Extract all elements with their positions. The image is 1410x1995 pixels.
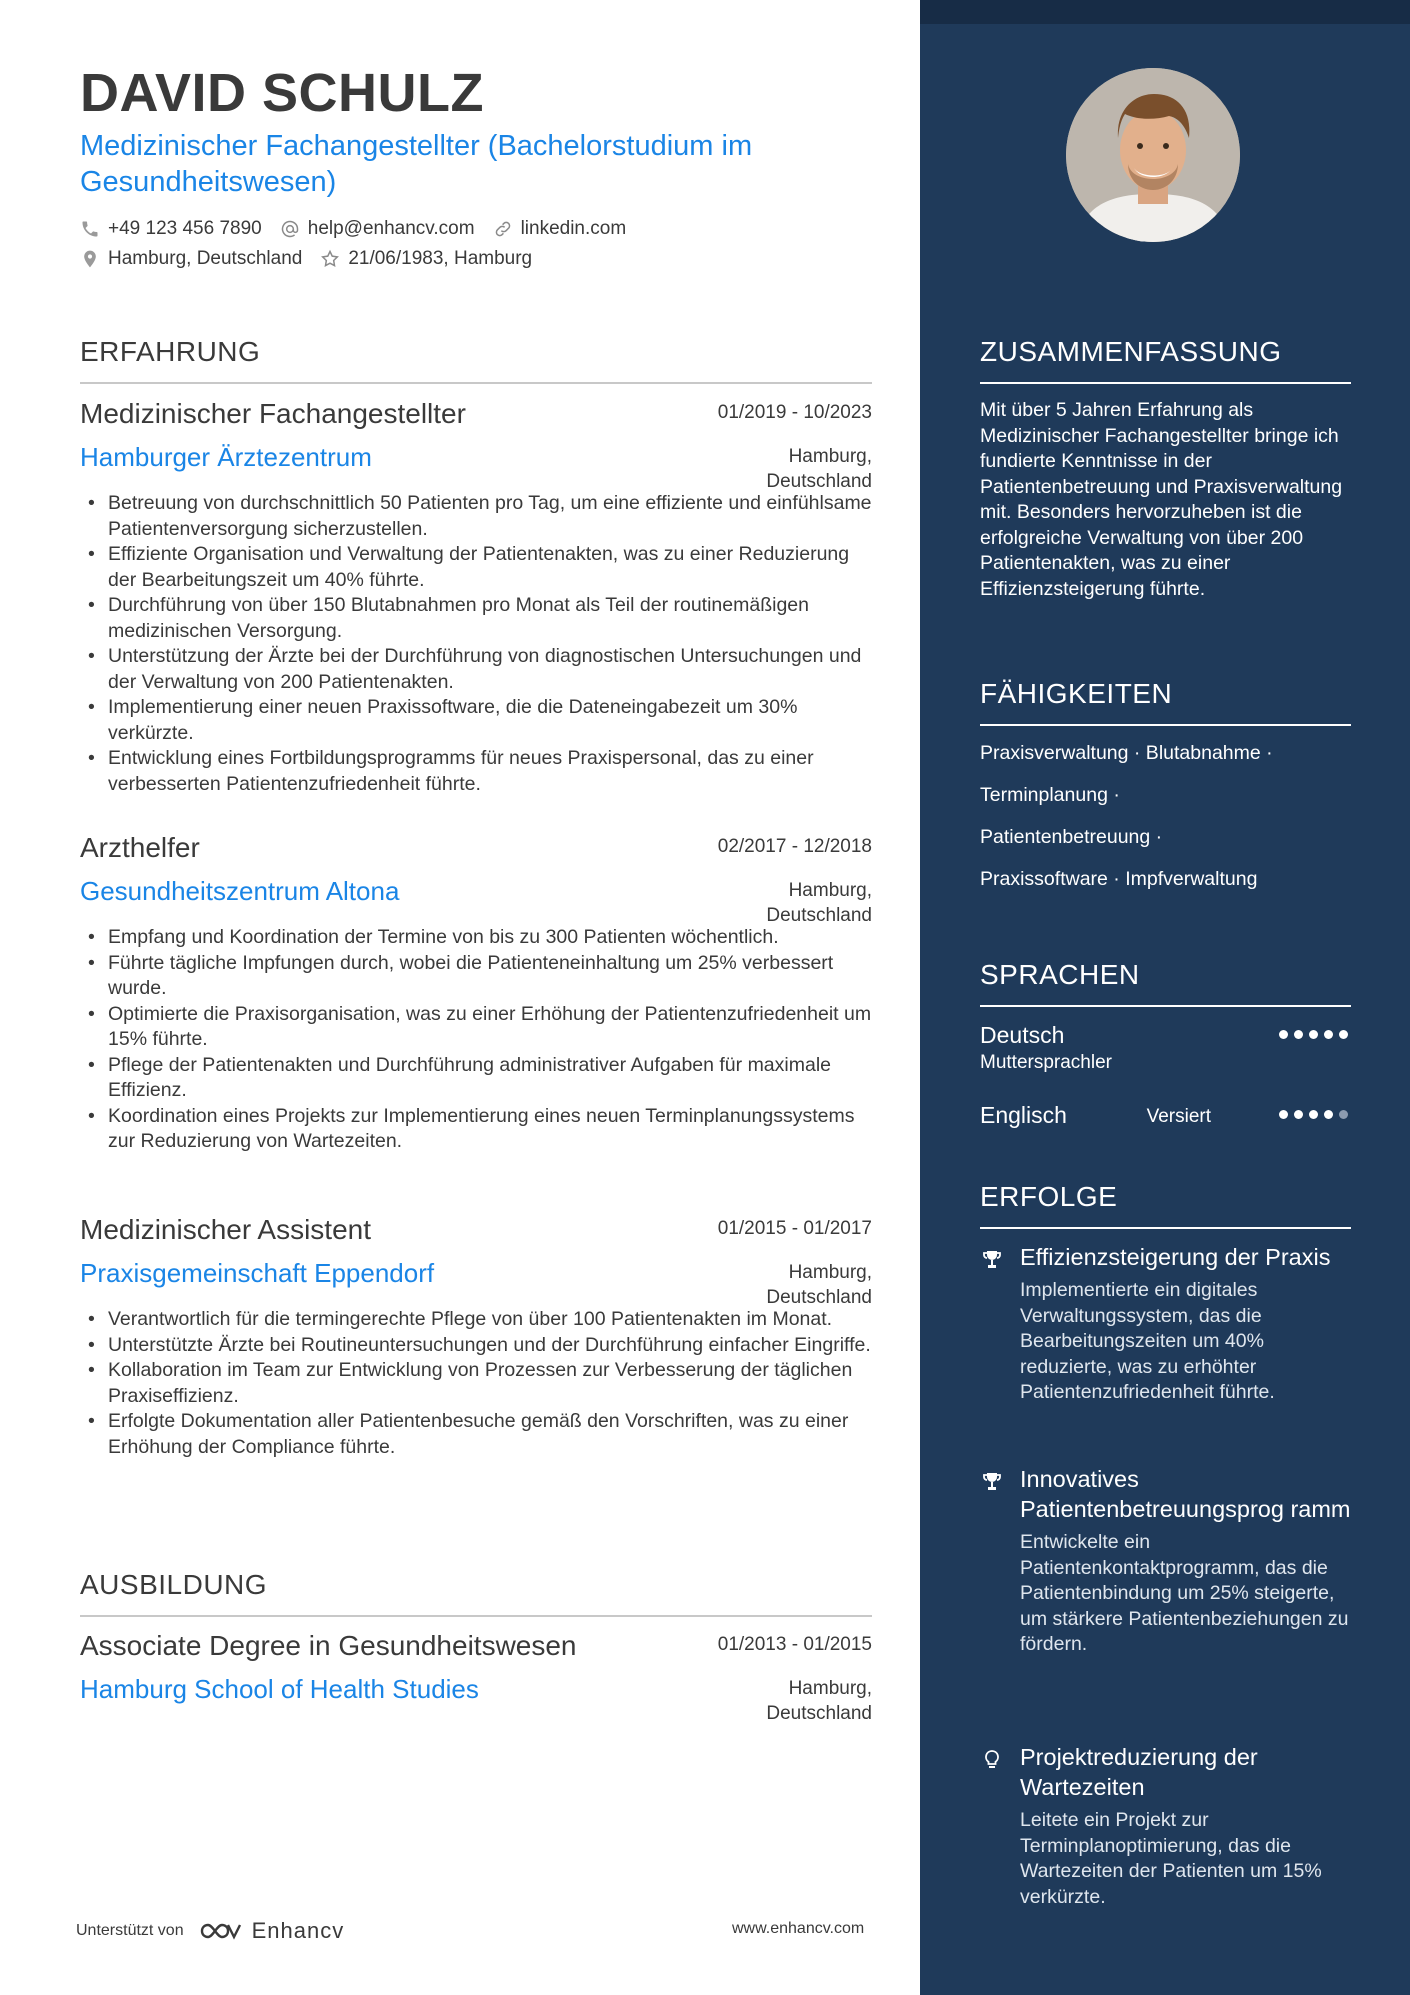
job-location-line: Deutschland	[766, 905, 872, 926]
sidebar-top-bar	[920, 0, 1410, 24]
rating-dot-filled	[1279, 1110, 1288, 1119]
skills-list	[980, 740, 1351, 908]
education-entry	[80, 1630, 872, 1724]
job-bullet: • Betreuung von durchschnittlich 50 Patienten pro Tag, um eine effiziente und einfühlsame Patientenversorgung sicherzustellen.	[80, 491, 872, 542]
education-location	[766, 1676, 872, 1726]
job-company[interactable]: Gesundheitszentrum Altona	[80, 876, 400, 906]
degree-title: Associate Degree in Gesundheitswesen	[80, 1630, 577, 1661]
job-location-line: Hamburg,	[788, 880, 872, 901]
job-dates: 01/2019 - 10/2023	[717, 402, 872, 423]
job-bullet: • Kollaboration im Team zur Entwicklung von Prozessen zur Verbesserung der täglichen Praxiseffizienz.	[80, 1358, 872, 1409]
language-level: Muttersprachler	[980, 1052, 1112, 1073]
at-icon	[280, 219, 300, 239]
job-location	[766, 878, 872, 928]
achievement-title: Innovatives Patientenbetreuungsprog ramm	[1020, 1466, 1351, 1522]
job-company[interactable]: Praxisgemeinschaft Eppendorf	[80, 1258, 435, 1288]
job-entry	[80, 1214, 872, 1460]
job-bullet: • Unterstützung der Ärzte bei der Durchführung von diagnostischen Untersuchungen und der Verwaltung von 200 Patientenakten.	[80, 644, 872, 695]
job-bullet: • Implementierung einer neuen Praxissoftware, die die Dateneingabezeit um 30% verkürzte.	[80, 695, 872, 746]
avatar	[1066, 68, 1240, 242]
job-bullet: • Erfolgte Dokumentation aller Patientenbesuche gemäß den Vorschriften, was zu einer Erhöhung der Compliance führte.	[80, 1409, 872, 1460]
language-rating	[1273, 1030, 1348, 1039]
rating-dot-filled	[1294, 1030, 1303, 1039]
phone-icon	[80, 219, 100, 239]
job-location	[766, 1260, 872, 1310]
location-contact	[80, 248, 302, 270]
language-level: Versiert	[1146, 1106, 1211, 1127]
skills-heading: FÄHIGKEITEN	[980, 678, 1351, 726]
language-name: Englisch	[980, 1102, 1067, 1128]
job-bullet: • Pflege der Patientenakten und Durchführung administrativer Aufgaben für maximale Effizienz.	[80, 1053, 872, 1104]
location-text: Hamburg, Deutschland	[108, 248, 303, 269]
achievement-description: Entwickelte ein Patientenkontaktprogramm, das die Patientenbindung um 25% steigerte, um stärkere Patientenbeziehungen zu fördern.	[1020, 1531, 1349, 1655]
achievements-heading: ERFOLGE	[980, 1181, 1351, 1229]
skill-line: Patientenbetreuung ·	[980, 826, 1163, 848]
lightbulb-icon	[980, 1748, 1004, 1772]
school-name[interactable]: Hamburg School of Health Studies	[80, 1674, 479, 1704]
job-bullet: • Führte tägliche Impfungen durch, wobei die Patienteneinhaltung um 25% verbessert wurde.	[80, 951, 872, 1002]
phone-text: +49 123 456 7890	[108, 218, 262, 239]
achievement-description: Implementierte ein digitales Verwaltungssystem, das die Bearbeitungszeiten um 40% reduzierte, was zu erhöhter Patientenzufriedenheit führte.	[1020, 1279, 1275, 1403]
rating-dot-filled	[1294, 1110, 1303, 1119]
job-title: Arzthelfer	[80, 832, 200, 863]
job-dates: 02/2017 - 12/2018	[717, 836, 872, 857]
job-bullets	[80, 1307, 872, 1460]
footer-brand[interactable]: Enhancv	[251, 1918, 345, 1943]
achievement-item	[980, 1242, 1351, 1406]
job-bullet: • Optimierte die Praxisorganisation, was zu einer Erhöhung der Patientenzufriedenheit um 15% führte.	[80, 1002, 872, 1053]
job-title: Medizinischer Assistent	[80, 1214, 372, 1245]
skill-line: Praxisverwaltung · Blutabnahme ·	[980, 742, 1273, 764]
achievement-title: Effizienzsteigerung der Praxis	[1020, 1244, 1331, 1270]
education-dates: 01/2013 - 01/2015	[717, 1634, 872, 1655]
trophy-icon	[980, 1470, 1004, 1494]
trophy-icon	[980, 1248, 1004, 1272]
job-company[interactable]: Hamburger Ärztezentrum	[80, 442, 372, 472]
job-bullet: • Verantwortlich für die termingerechte Pflege von über 100 Patientenakten im Monat.	[80, 1307, 872, 1333]
education-heading: AUSBILDUNG	[80, 1569, 872, 1617]
skill-line: Praxissoftware · Impfverwaltung	[980, 868, 1258, 890]
rating-dot-filled	[1309, 1030, 1318, 1039]
rating-dot-empty	[1339, 1110, 1348, 1119]
email-contact[interactable]	[280, 218, 475, 240]
achievement-description: Leitete ein Projekt zur Terminplanoptimierung, das die Wartezeiten der Patienten um 15% verkürzte.	[1020, 1809, 1322, 1908]
achievement-item	[980, 1742, 1351, 1910]
job-title: Medizinischer Fachangestellter	[80, 398, 466, 429]
job-location-line: Hamburg,	[788, 446, 872, 467]
rating-dot-filled	[1339, 1030, 1348, 1039]
phone-contact[interactable]	[80, 218, 262, 240]
candidate-title: Medizinischer Fachangestellter (Bachelorstudium im Gesundheitswesen)	[80, 130, 753, 198]
summary-text: Mit über 5 Jahren Erfahrung als Medizinischer Fachangestellter bringe ich fundierte Kenntnisse in der Patientenbetreuung und Praxisverwaltung mit. Besonders hervorzuheben ist die erfolgreiche Verwaltung von über 200 Patientenakten, was zu einer Effizienzsteigerung führte.	[980, 399, 1343, 600]
enhancv-logo-icon[interactable]	[196, 1919, 244, 1943]
rating-dot-filled	[1324, 1030, 1333, 1039]
rating-dot-filled	[1324, 1110, 1333, 1119]
job-dates: 01/2015 - 01/2017	[717, 1218, 872, 1239]
contact-row-1	[80, 218, 644, 240]
job-bullet: • Unterstützte Ärzte bei Routineuntersuchungen und der Durchführung einfacher Eingriffe.	[80, 1333, 872, 1359]
job-bullet: • Durchführung von über 150 Blutabnahmen pro Monat als Teil der routinemäßigen medizinischen Versorgung.	[80, 593, 872, 644]
language-item	[980, 1022, 1351, 1078]
sidebar	[920, 0, 1410, 1995]
job-bullets	[80, 925, 872, 1155]
summary-heading: ZUSAMMENFASSUNG	[980, 336, 1351, 384]
link-icon	[493, 219, 513, 239]
job-location-line: Deutschland	[766, 1287, 872, 1308]
rating-dot-filled	[1279, 1030, 1288, 1039]
skill-line: Terminplanung ·	[980, 784, 1120, 806]
languages-heading: SPRACHEN	[980, 959, 1351, 1007]
rating-dot-filled	[1309, 1110, 1318, 1119]
star-icon	[320, 249, 340, 269]
job-entry	[80, 832, 872, 1155]
experience-heading: ERFAHRUNG	[80, 336, 872, 384]
birth-contact	[320, 248, 532, 270]
job-bullet: • Entwicklung eines Fortbildungsprogramms für neues Praxispersonal, das zu einer verbesserten Patientenzufriedenheit führte.	[80, 746, 872, 797]
candidate-name: DAVID SCHULZ	[80, 63, 484, 123]
footer-powered-by	[76, 1918, 344, 1944]
contact-row-2	[80, 248, 550, 270]
job-bullet: • Effiziente Organisation und Verwaltung der Patientenakten, was zu einer Reduzierung der Bearbeitungszeit um 40% führte.	[80, 542, 872, 593]
job-location	[766, 444, 872, 494]
job-location-line: Deutschland	[766, 471, 872, 492]
email-text: help@enhancv.com	[307, 218, 475, 239]
job-location-line: Hamburg,	[788, 1262, 872, 1283]
job-bullets	[80, 491, 872, 797]
footer-url[interactable]: www.enhancv.com	[732, 1920, 865, 1937]
language-name: Deutsch	[980, 1022, 1065, 1048]
achievement-item	[980, 1464, 1351, 1658]
language-item	[980, 1102, 1351, 1158]
location-pin-icon	[80, 249, 100, 269]
birth-text: 21/06/1983, Hamburg	[348, 248, 533, 269]
job-entry	[80, 398, 872, 797]
linkedin-contact[interactable]	[493, 218, 627, 240]
linkedin-text: linkedin.com	[520, 218, 627, 239]
powered-by-text: Unterstützt von	[76, 1922, 184, 1939]
education-location-line: Hamburg,	[788, 1678, 872, 1699]
achievement-title: Projektreduzierung der Wartezeiten	[1020, 1744, 1258, 1800]
education-location-line: Deutschland	[766, 1703, 872, 1724]
language-rating	[1273, 1110, 1348, 1119]
job-bullet: • Koordination eines Projekts zur Implementierung eines neuen Terminplanungssystems zur Reduzierung von Wartezeiten.	[80, 1104, 872, 1155]
job-bullet: • Empfang und Koordination der Termine von bis zu 300 Patienten wöchentlich.	[80, 925, 872, 951]
